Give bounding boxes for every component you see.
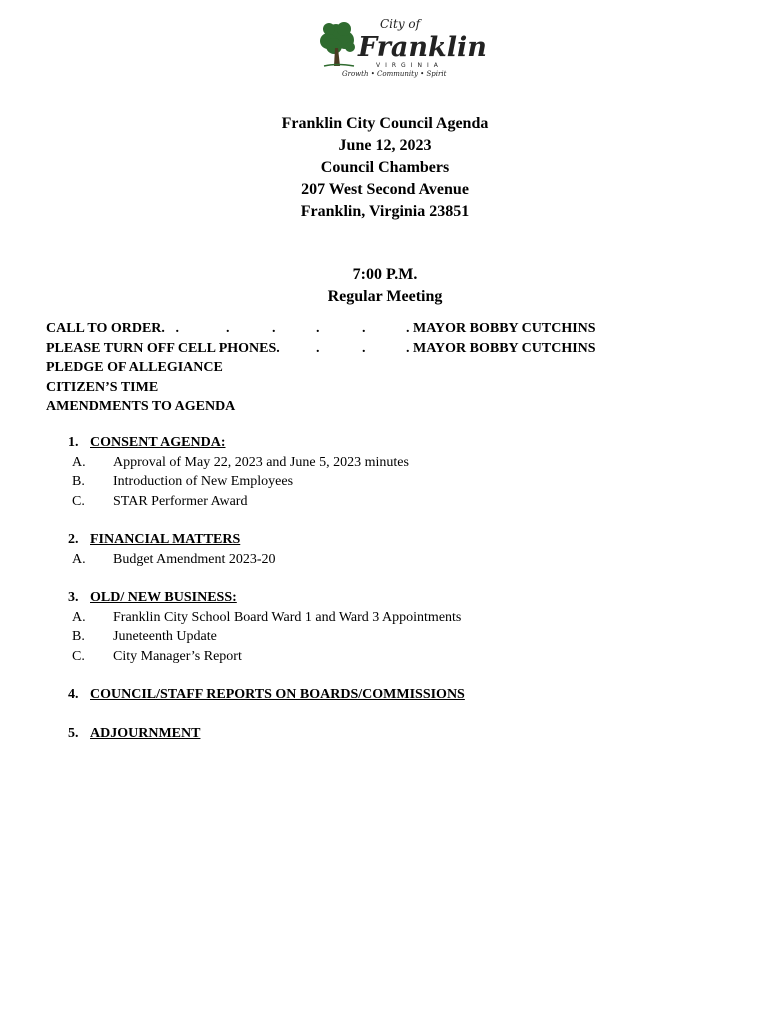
agenda-section-business: [68, 588, 748, 666]
section-title: FINANCIAL MATTERS: [90, 531, 241, 547]
agenda-title: Franklin City Council Agenda: [281, 115, 489, 132]
section-items: [68, 453, 748, 511]
meeting-type: Regular Meeting: [327, 288, 443, 305]
agenda-item: [68, 608, 748, 627]
venue-address: 207 West Second Avenue: [301, 181, 469, 198]
agenda-item: [68, 453, 748, 472]
item-text: Budget Amendment 2023-20: [113, 551, 276, 567]
section-items: [68, 550, 748, 569]
prelim-label: AMENDMENTS TO AGENDA: [46, 399, 236, 414]
venue-city: Franklin, Virginia 23851: [300, 203, 470, 220]
svg-text:Growth • Community • Spirit: Growth • Community • Spirit: [342, 70, 447, 78]
prelim-label: PLEDGE OF ALLEGIANCE: [46, 360, 223, 375]
agenda-header: [0, 113, 770, 223]
prelim-label: PLEASE TURN OFF CELL PHONES.: [46, 340, 280, 356]
item-letter: B.: [72, 629, 85, 645]
item-letter: A.: [72, 610, 86, 626]
section-title: ADJOURNMENT: [90, 726, 201, 742]
meeting-time: 7:00 P.M.: [352, 266, 418, 283]
item-text: Franklin City School Board Ward 1 and Ward 3 Appointments: [113, 610, 462, 626]
dot-leader: .: [272, 321, 276, 336]
svg-text:VIRGINIA: VIRGINIA: [376, 62, 443, 69]
section-number: 4.: [68, 687, 79, 703]
agenda-item: [68, 627, 748, 646]
agenda-section-financial: [68, 530, 748, 569]
item-text: Introduction of New Employees: [113, 474, 294, 490]
dot-leader: .: [316, 340, 320, 356]
prelim-label: CITIZEN’S TIME: [46, 379, 159, 395]
section-number: 5.: [68, 726, 79, 742]
prelim-presenter: . MAYOR BOBBY CUTCHINS: [406, 321, 596, 336]
dot-leader: .: [362, 340, 366, 356]
item-letter: B.: [72, 474, 85, 490]
item-letter: A.: [72, 551, 86, 567]
agenda-item: [68, 472, 748, 491]
prelim-row: [46, 397, 746, 417]
section-heading: [68, 724, 748, 744]
agenda-section-adjournment: [68, 724, 748, 744]
item-letter: C.: [72, 648, 85, 664]
item-text: Approval of May 22, 2023 and June 5, 2023 minutes: [113, 455, 409, 470]
prelim-leader: .: [172, 321, 179, 336]
dot-leader: .: [316, 321, 320, 336]
section-number: 2.: [68, 531, 79, 547]
agenda-section-consent: [68, 433, 748, 511]
section-title: OLD/ NEW BUSINESS:: [90, 590, 237, 606]
prelim-row: [46, 358, 746, 378]
item-text: STAR Performer Award: [113, 493, 248, 509]
meeting-venue: Council Chambers: [320, 159, 450, 176]
item-text: Juneteenth Update: [113, 629, 217, 645]
prelim-row: [46, 319, 746, 339]
meeting-date: June 12, 2023: [338, 137, 432, 154]
section-heading: [68, 685, 748, 705]
city-logo: [318, 14, 487, 78]
section-heading: [68, 588, 748, 608]
section-heading: [68, 530, 748, 550]
agenda-item: [68, 647, 748, 666]
dot-leader: .: [226, 321, 230, 336]
section-items: [68, 608, 748, 666]
agenda-item: [68, 492, 748, 511]
dot-leader: .: [362, 321, 366, 336]
item-letter: C.: [72, 493, 85, 509]
item-text: City Manager’s Report: [113, 648, 242, 664]
prelim-presenter: . MAYOR BOBBY CUTCHINS: [406, 340, 596, 356]
item-letter: A.: [72, 455, 86, 470]
prelim-row: [46, 378, 746, 398]
svg-text:City of: City of: [380, 17, 421, 31]
prelim-label: CALL TO ORDER.: [46, 321, 165, 336]
preliminary-items: [46, 319, 746, 417]
agenda-section-reports: [68, 685, 748, 705]
agenda-list: [68, 433, 748, 763]
section-title: COUNCIL/STAFF REPORTS ON BOARDS/COMMISSIONS: [90, 687, 465, 703]
section-title: CONSENT AGENDA:: [90, 435, 226, 450]
section-heading: [68, 433, 748, 453]
agenda-item: [68, 550, 748, 569]
section-number: 1.: [68, 435, 79, 450]
svg-text:Franklin: Franklin: [358, 32, 487, 63]
tree-icon: [318, 14, 487, 78]
section-number: 3.: [68, 590, 79, 606]
meeting-info: [0, 264, 770, 308]
prelim-row: [46, 339, 746, 359]
